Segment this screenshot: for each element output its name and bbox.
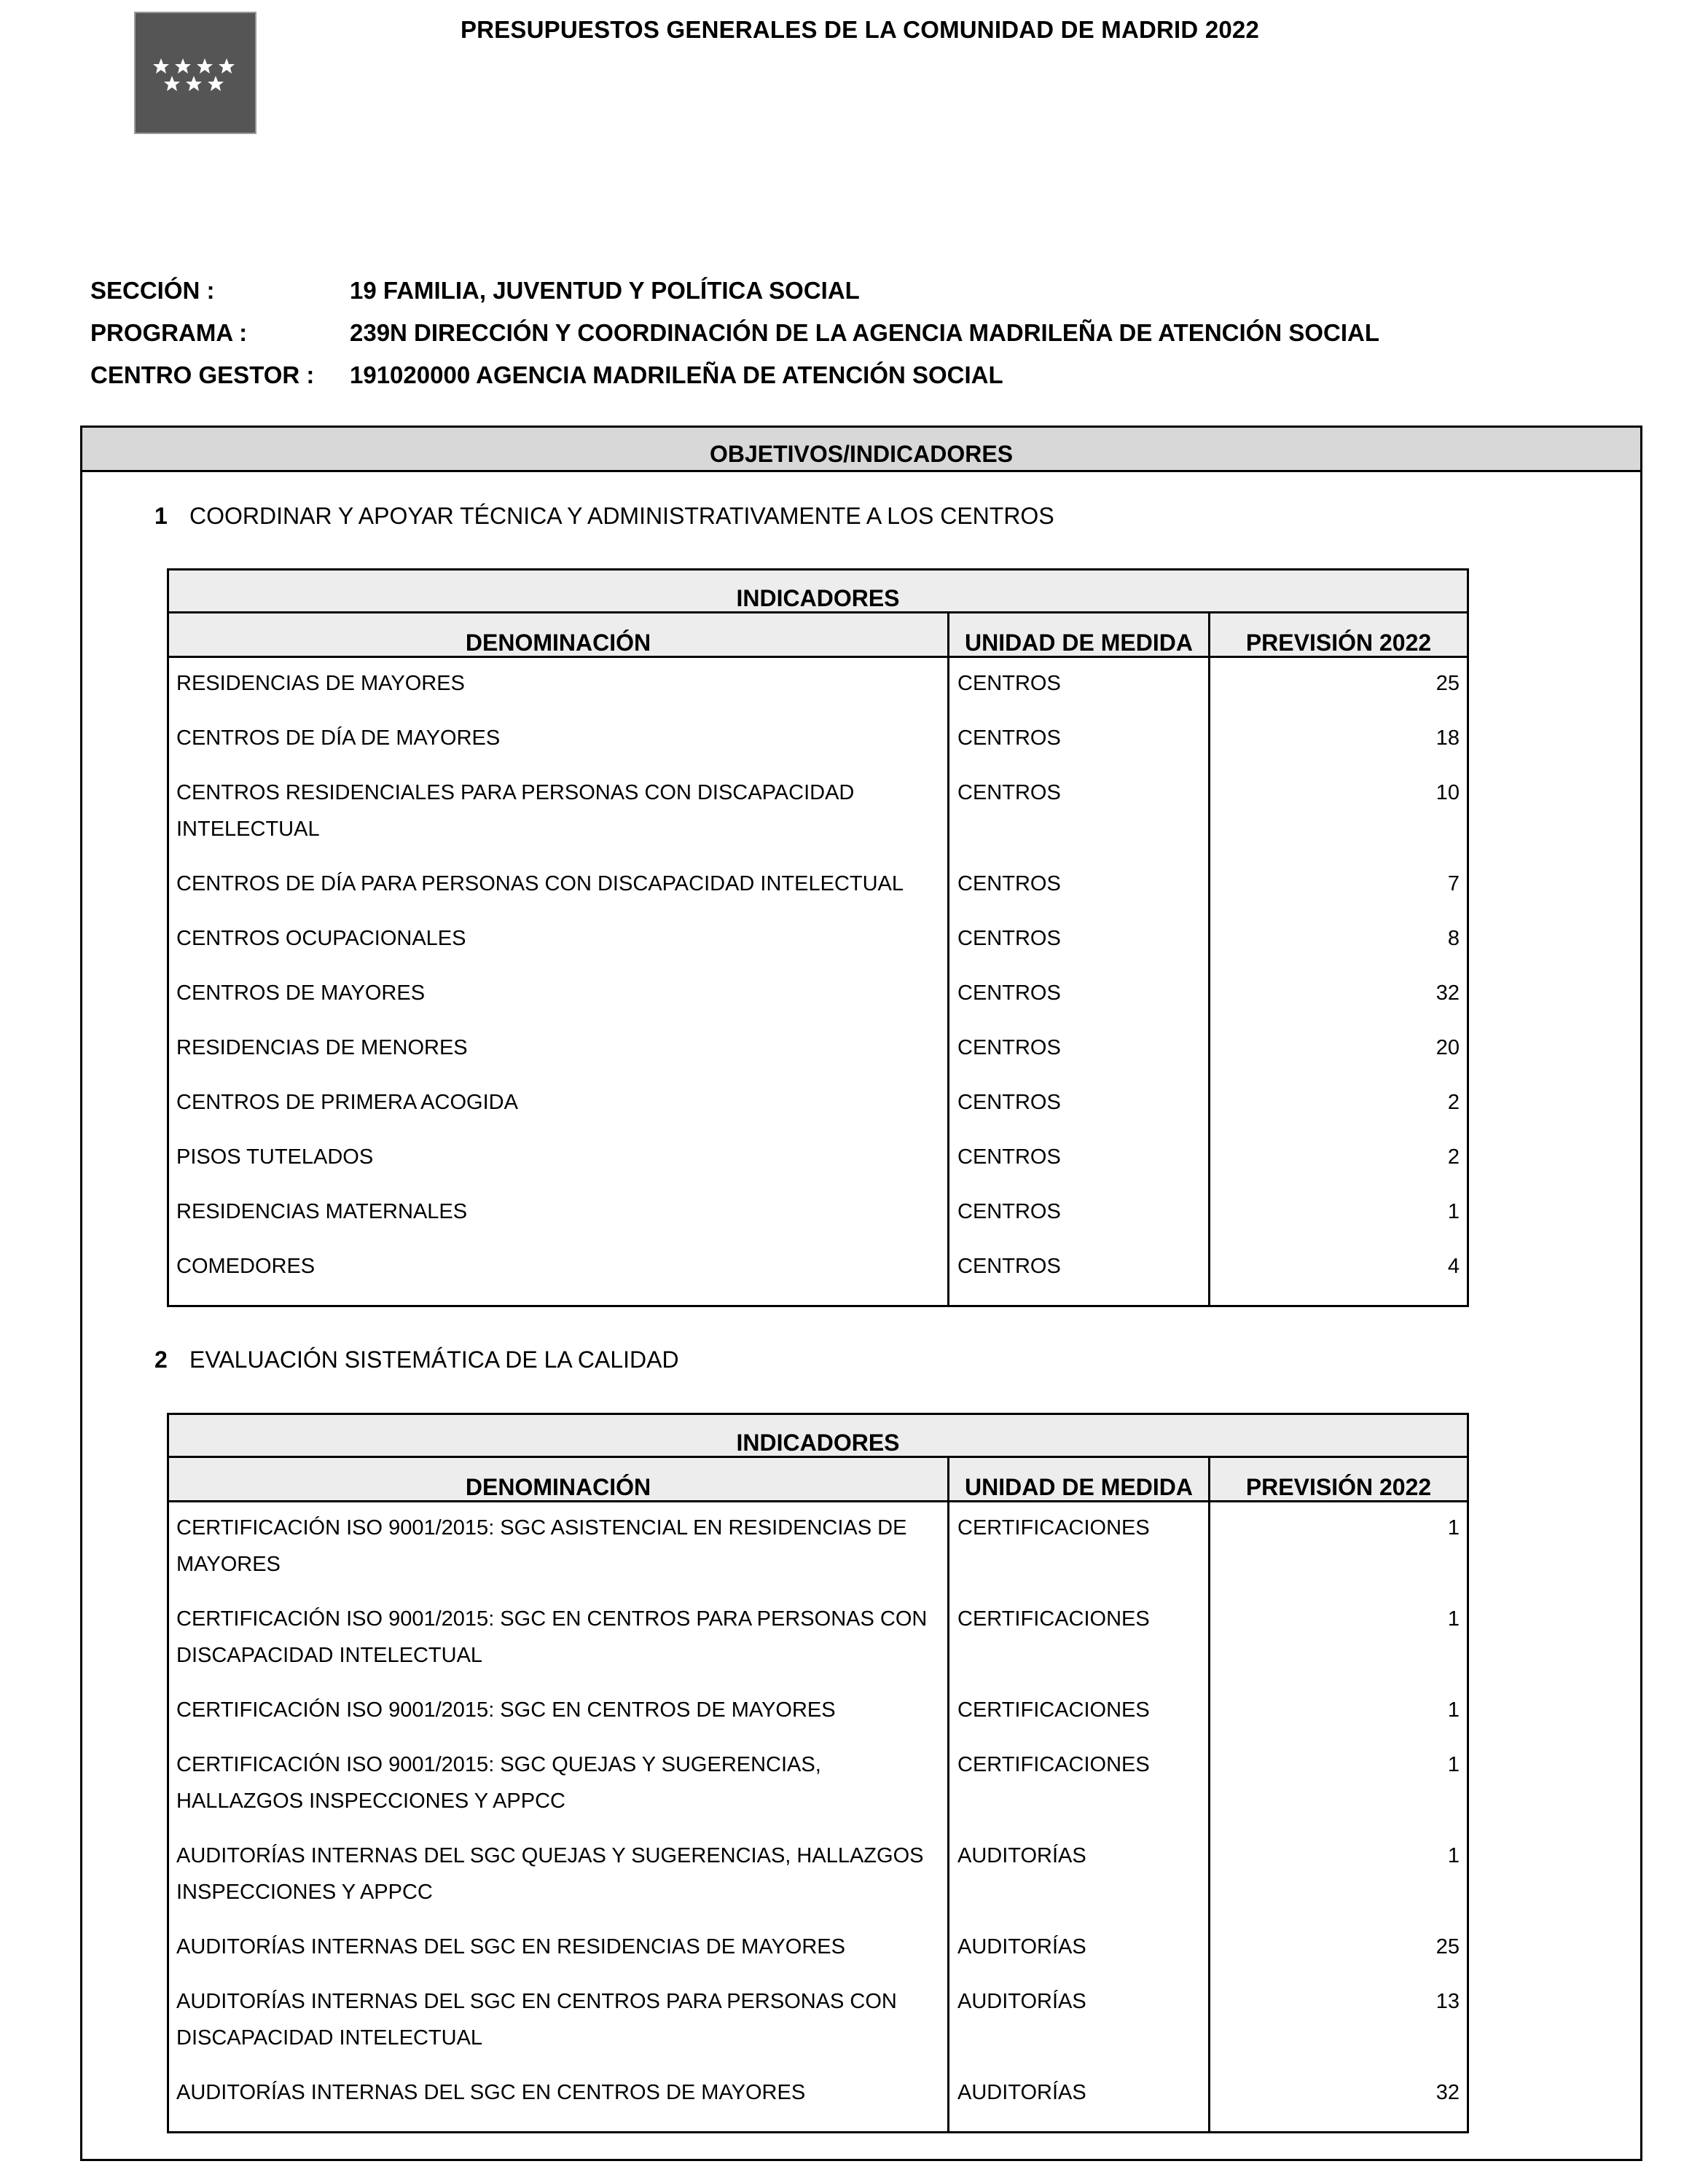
- cell-prevision: 25: [1435, 672, 1460, 695]
- table-row: [169, 1601, 1467, 1674]
- objective-title: EVALUACIÓN SISTEMÁTICA DE LA CALIDAD: [189, 1346, 679, 1373]
- objectives-header: OBJETIVOS/INDICADORES: [82, 428, 1640, 472]
- cell-prevision: 1: [1447, 1516, 1460, 1540]
- cell-prevision: 1: [1447, 1844, 1460, 1867]
- cell-unidad: AUDITORÍAS: [957, 1844, 1086, 1867]
- cell-unidad: CERTIFICACIONES: [957, 1753, 1150, 1776]
- cell-prevision: 1: [1447, 1200, 1460, 1223]
- programa-label: PROGRAMA :: [90, 319, 248, 346]
- cell-unidad: CERTIFICACIONES: [957, 1516, 1150, 1540]
- stars-icon: [136, 13, 255, 133]
- cell-denominacion: CENTROS DE DÍA DE MAYORES: [176, 726, 501, 750]
- cell-prevision: 13: [1435, 1990, 1460, 2013]
- seccion-value: 19 FAMILIA, JUVENTUD Y POLÍTICA SOCIAL: [350, 277, 860, 304]
- cell-unidad: AUDITORÍAS: [957, 1935, 1086, 1959]
- star-icon: [208, 76, 224, 91]
- cell-denominacion: CENTROS RESIDENCIALES PARA PERSONAS CON DISCAPACIDAD INTELECTUAL: [176, 781, 855, 841]
- cell-denominacion: CENTROS DE MAYORES: [176, 981, 426, 1005]
- star-icon: [219, 58, 235, 74]
- table-row: [169, 1929, 1467, 1965]
- cell-prevision: 32: [1435, 981, 1460, 1005]
- col-denominacion: DENOMINACIÓN: [169, 613, 949, 656]
- cell-prevision: 32: [1435, 2081, 1460, 2104]
- col-prevision: PREVISIÓN 2022: [1245, 1474, 1432, 1500]
- indicators-table-1: [167, 568, 1469, 1307]
- cell-unidad: CENTROS: [957, 726, 1061, 750]
- objective-1: [154, 503, 1054, 530]
- cell-unidad: AUDITORÍAS: [957, 2081, 1086, 2104]
- star-icon: [164, 76, 180, 91]
- cell-denominacion: CENTROS DE PRIMERA ACOGIDA: [176, 1091, 518, 1114]
- table-row: [169, 975, 1467, 1011]
- table-row: [169, 1248, 1467, 1285]
- cell-unidad: CENTROS: [957, 1091, 1061, 1114]
- centro-gestor-label: CENTRO GESTOR :: [90, 361, 315, 388]
- cell-denominacion: CERTIFICACIÓN ISO 9001/2015: SGC EN CENTROS PARA PERSONAS CON DISCAPACIDAD INTELECTUAL: [176, 1607, 928, 1667]
- table-row: [169, 1193, 1467, 1230]
- cell-denominacion: CERTIFICACIÓN ISO 9001/2015: SGC EN CENTROS DE MAYORES: [176, 1698, 836, 1722]
- objective-title: COORDINAR Y APOYAR TÉCNICA Y ADMINISTRATIVAMENTE A LOS CENTROS: [189, 503, 1054, 529]
- table-body: [169, 658, 1467, 1305]
- objective-2: [154, 1346, 679, 1373]
- cell-denominacion: CERTIFICACIÓN ISO 9001/2015: SGC QUEJAS Y SUGERENCIAS, HALLAZGOS INSPECCIONES Y APPCC: [176, 1753, 821, 1813]
- indicators-table-title: INDICADORES: [169, 1415, 1467, 1458]
- cell-denominacion: RESIDENCIAS DE MAYORES: [176, 672, 465, 695]
- cell-unidad: CENTROS: [957, 1036, 1061, 1059]
- table-row: [169, 2074, 1467, 2111]
- document-title: PRESUPUESTOS GENERALES DE LA COMUNIDAD DE MADRID 2022: [460, 16, 1260, 43]
- cell-unidad: CENTROS: [957, 1255, 1061, 1278]
- cell-unidad: CENTROS: [957, 872, 1061, 895]
- cell-unidad: CERTIFICACIONES: [957, 1698, 1150, 1722]
- table-row: [169, 1139, 1467, 1175]
- comunidad-madrid-logo: [134, 12, 256, 134]
- cell-prevision: 1: [1447, 1698, 1460, 1722]
- cell-prevision: 20: [1435, 1036, 1460, 1059]
- cell-unidad: CENTROS: [957, 981, 1061, 1005]
- cell-unidad: AUDITORÍAS: [957, 1990, 1086, 2013]
- cell-denominacion: CERTIFICACIÓN ISO 9001/2015: SGC ASISTENCIAL EN RESIDENCIAS DE MAYORES: [176, 1516, 907, 1576]
- table-body: [169, 1502, 1467, 2131]
- centro-gestor-value: 191020000 AGENCIA MADRILEÑA DE ATENCIÓN SOCIAL: [350, 361, 1003, 388]
- table-row: [169, 1084, 1467, 1121]
- objective-number: 2: [154, 1346, 168, 1373]
- col-unidad: UNIDAD DE MEDIDA: [949, 1458, 1210, 1500]
- objective-number: 1: [154, 503, 168, 529]
- table-header-row: [169, 613, 1467, 658]
- table-row: [169, 920, 1467, 957]
- cell-denominacion: CENTROS DE DÍA PARA PERSONAS CON DISCAPACIDAD INTELECTUAL: [176, 872, 904, 895]
- star-icon: [186, 76, 202, 91]
- cell-unidad: CENTROS: [957, 1145, 1061, 1169]
- programa-value: 239N DIRECCIÓN Y COORDINACIÓN DE LA AGENCIA MADRILEÑA DE ATENCIÓN SOCIAL: [350, 319, 1379, 346]
- cell-denominacion: RESIDENCIAS DE MENORES: [176, 1036, 468, 1059]
- table-row: [169, 1746, 1467, 1819]
- cell-unidad: CENTROS: [957, 672, 1061, 695]
- table-row: [169, 1838, 1467, 1910]
- table-row: [169, 1510, 1467, 1583]
- star-icon: [153, 58, 169, 74]
- cell-prevision: 1: [1447, 1607, 1460, 1631]
- indicators-table-title: INDICADORES: [169, 571, 1467, 613]
- cell-prevision: 4: [1447, 1255, 1460, 1278]
- indicators-table-2: [167, 1413, 1469, 2133]
- cell-denominacion: COMEDORES: [176, 1255, 316, 1278]
- cell-prevision: 2: [1447, 1091, 1460, 1114]
- table-row: [169, 1692, 1467, 1728]
- cell-denominacion: CENTROS OCUPACIONALES: [176, 927, 466, 950]
- cell-denominacion: RESIDENCIAS MATERNALES: [176, 1200, 468, 1223]
- table-row: [169, 775, 1467, 847]
- cell-unidad: CENTROS: [957, 927, 1061, 950]
- table-row: [169, 1030, 1467, 1066]
- cell-prevision: 7: [1447, 872, 1460, 895]
- cell-denominacion: AUDITORÍAS INTERNAS DEL SGC EN CENTROS PARA PERSONAS CON DISCAPACIDAD INTELECTUAL: [176, 1990, 897, 2050]
- cell-prevision: 10: [1435, 781, 1460, 804]
- cell-unidad: CENTROS: [957, 781, 1061, 804]
- seccion-label: SECCIÓN :: [90, 277, 215, 304]
- table-row: [169, 720, 1467, 756]
- star-icon: [175, 58, 191, 74]
- table-row: [169, 866, 1467, 902]
- cell-denominacion: PISOS TUTELADOS: [176, 1145, 374, 1169]
- cell-unidad: CERTIFICACIONES: [957, 1607, 1150, 1631]
- cell-denominacion: AUDITORÍAS INTERNAS DEL SGC EN RESIDENCIAS DE MAYORES: [176, 1935, 845, 1959]
- table-header-row: [169, 1458, 1467, 1502]
- col-unidad: UNIDAD DE MEDIDA: [949, 613, 1210, 656]
- table-row: [169, 1983, 1467, 2056]
- table-row: [169, 665, 1467, 702]
- col-denominacion: DENOMINACIÓN: [169, 1458, 949, 1500]
- cell-prevision: 8: [1447, 927, 1460, 950]
- cell-prevision: 1: [1447, 1753, 1460, 1776]
- cell-denominacion: AUDITORÍAS INTERNAS DEL SGC EN CENTROS DE MAYORES: [176, 2081, 806, 2104]
- cell-prevision: 25: [1435, 1935, 1460, 1959]
- star-icon: [197, 58, 213, 74]
- cell-prevision: 2: [1447, 1145, 1460, 1169]
- cell-prevision: 18: [1435, 726, 1460, 750]
- cell-denominacion: AUDITORÍAS INTERNAS DEL SGC QUEJAS Y SUGERENCIAS, HALLAZGOS INSPECCIONES Y APPCC: [176, 1844, 924, 1904]
- cell-unidad: CENTROS: [957, 1200, 1061, 1223]
- col-prevision: PREVISIÓN 2022: [1245, 630, 1432, 656]
